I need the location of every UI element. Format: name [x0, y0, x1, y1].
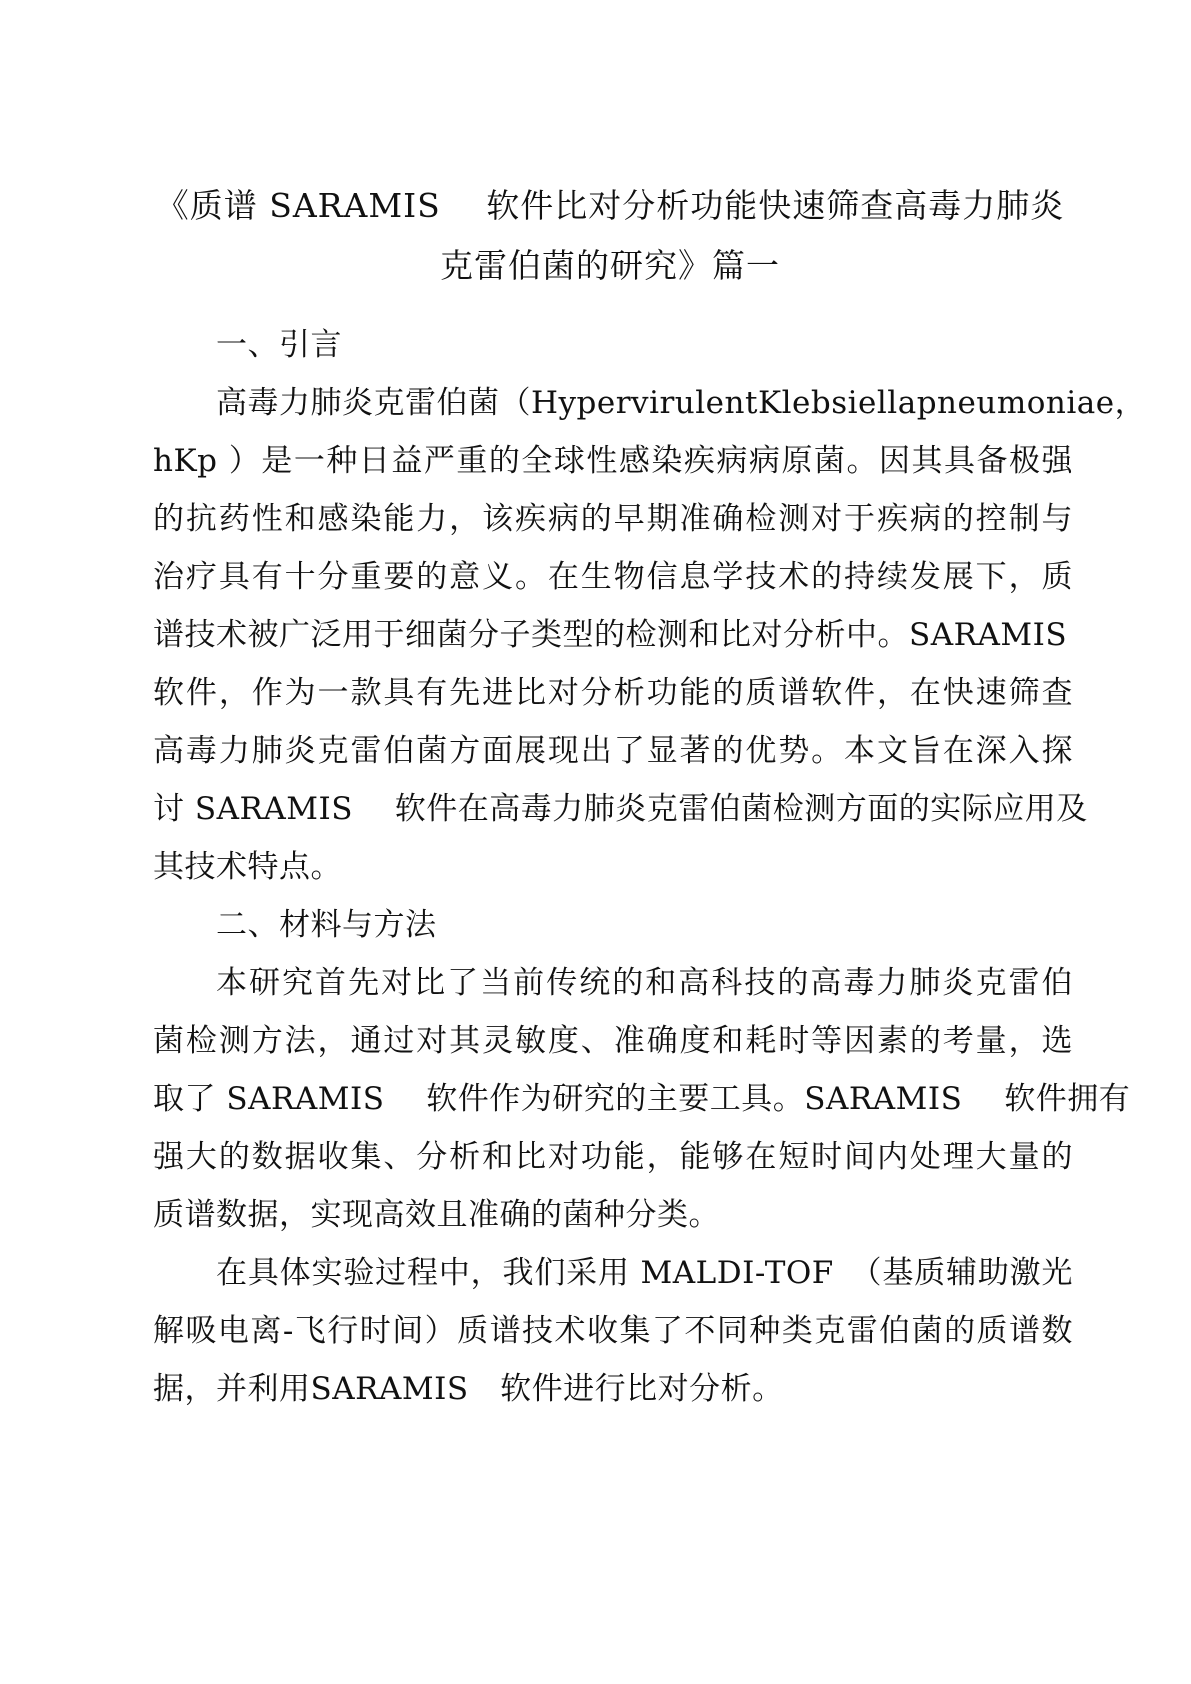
paragraph-line: 质谱数据，实现高效且准确的菌种分类。 [153, 1197, 720, 1233]
paragraph-line: 讨 SARAMIS 软件在高毒力肺炎克雷伯菌检测方面的实际应用及 [153, 791, 1088, 827]
paragraph-line: 高毒力肺炎克雷伯菌方面展现出了显著的优势。本文旨在深入探 [153, 733, 1073, 769]
paragraph-line: 其技术特点。 [153, 849, 342, 885]
paragraph-line: 治疗具有十分重要的意义。在生物信息学技术的持续发展下，质 [153, 559, 1073, 595]
paragraph-line: 据，并利用SARAMIS 软件进行比对分析。 [153, 1371, 784, 1407]
title-line-2: 克雷伯菌的研究》篇一 [440, 246, 780, 285]
paragraph-line: 高毒力肺炎克雷伯菌（HypervirulentKlebsiellapneumoniae， [216, 385, 1147, 421]
paragraph-line: 的抗药性和感染能力，该疾病的早期准确检测对于疾病的控制与 [153, 501, 1073, 537]
paragraph-line: 在具体实验过程中，我们采用 MALDI-TOF （基质辅助激光 [216, 1255, 1073, 1291]
paragraph-line: 菌检测方法，通过对其灵敏度、准确度和耗时等因素的考量，选 [153, 1023, 1073, 1059]
paragraph-line: hKp ）是一种日益严重的全球性感染疾病病原菌。因其具备极强 [153, 443, 1073, 479]
paragraph-line: 本研究首先对比了当前传统的和高科技的高毒力肺炎克雷伯 [216, 965, 1073, 1001]
title-line-1: 《质谱 SARAMIS 软件比对分析功能快速筛查高毒力肺炎 [155, 186, 1065, 225]
paragraph-line: 解吸电离-飞行时间）质谱技术收集了不同种类克雷伯菌的质谱数 [153, 1313, 1073, 1349]
paragraph-line: 软件，作为一款具有先进比对分析功能的质谱软件，在快速筛查 [153, 675, 1073, 711]
paragraph-line: 取了 SARAMIS 软件作为研究的主要工具。SARAMIS 软件拥有 [153, 1081, 1131, 1117]
paragraph-line: 谱技术被广泛用于细菌分子类型的检测和比对分析中。SARAMIS [153, 617, 1068, 653]
section-heading-intro: 一、引言 [216, 327, 342, 363]
paragraph-line: 强大的数据收集、分析和比对功能，能够在短时间内处理大量的 [153, 1139, 1073, 1175]
section-heading-materials: 二、材料与方法 [216, 907, 437, 943]
